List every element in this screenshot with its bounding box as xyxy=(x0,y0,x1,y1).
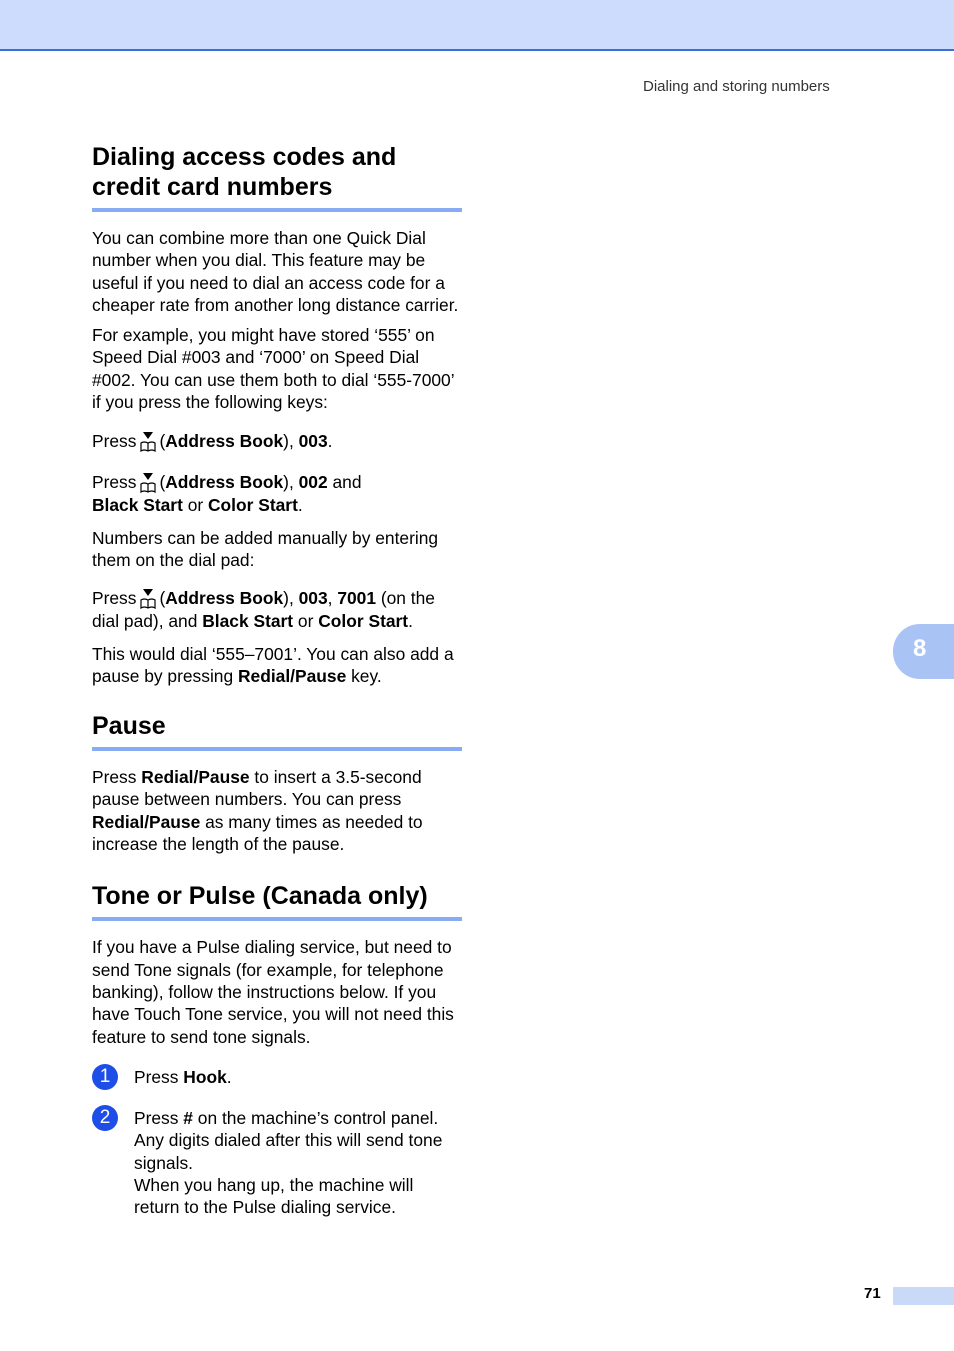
step-number-badge: 2 xyxy=(92,1105,118,1131)
page-number: 71 xyxy=(864,1285,881,1302)
page-content xyxy=(92,142,462,1219)
step-2: 2 Press # on the machine’s control panel. Any digits dialed after this will send tone signals. When you hang up, the machine will return to the Pulse dialing service. xyxy=(92,1107,462,1218)
step-number-badge: 1 xyxy=(92,1064,118,1090)
paragraph-dial-result: This would dial ‘555–7001’. You can also add a pause by pressing Redial/Pause key. xyxy=(92,643,454,686)
footer-page-bar xyxy=(893,1287,954,1305)
running-header-title: Dialing and storing numbers xyxy=(643,78,830,95)
paragraph-example: For example, you might have stored ‘555’ on Speed Dial #003 and ‘7000’ on Speed Dial #002. You can use them both to dial ‘555-7000’ if you press the following keys: xyxy=(92,325,454,413)
paragraph-pause: Press Redial/Pause to insert a 3.5-second pause between numbers. You can press Redial/Pause as many times as needed to increase the length of the pause. xyxy=(92,767,423,855)
top-header-bar xyxy=(0,0,954,51)
address-book-icon xyxy=(139,431,157,453)
section-title-pause: Pause xyxy=(92,711,462,751)
step-1: 1 Press Hook. xyxy=(92,1066,462,1088)
chapter-tab xyxy=(893,624,954,679)
chapter-number: 8 xyxy=(913,635,927,662)
section-title-dialing-access-codes: Dialing access codes and credit card numbers xyxy=(92,142,462,212)
step-2-note: When you hang up, the machine will return to the Pulse dialing service. xyxy=(134,1175,414,1218)
key-line-3: Press (Address Book), 003, 7001 (on the dial pad), and Black Start or Color Start. xyxy=(92,588,435,632)
address-book-icon xyxy=(139,588,157,610)
key-line-1: Press (Address Book), 003. xyxy=(92,431,333,452)
paragraph-combine-quick-dial: You can combine more than one Quick Dial number when you dial. This feature may be useful if you need to dial an access code for a cheaper rate from another long distance carrier. xyxy=(92,228,459,315)
address-book-icon xyxy=(139,472,157,494)
paragraph-manual-entry: Numbers can be added manually by entering them on the dial pad: xyxy=(92,527,439,570)
paragraph-tone-intro: If you have a Pulse dialing service, but need to send Tone signals (for example, for telephone banking), follow the instructions below. If you have Touch Tone service, you will not need this feature to send tone signals. xyxy=(92,937,454,1047)
section-title-tone-pulse: Tone or Pulse (Canada only) xyxy=(92,881,462,921)
key-line-2: Press (Address Book), 002 and Black Start or Color Start. xyxy=(92,472,362,516)
